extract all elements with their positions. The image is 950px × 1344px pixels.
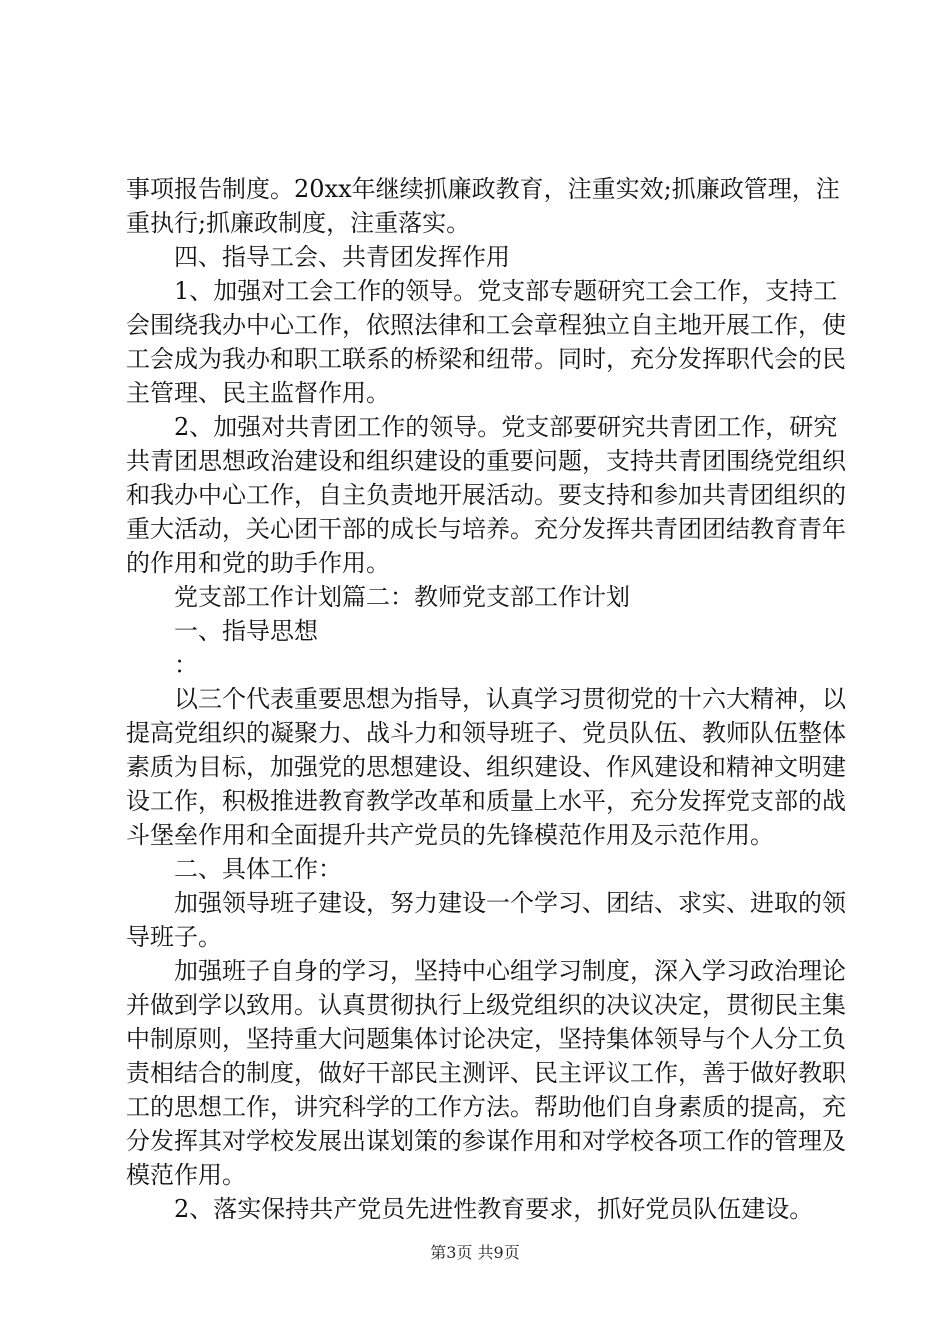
- section-heading-2: 二、具体工作：: [174, 855, 342, 883]
- paragraph-leadership: 加强领导班子建设，努力建设一个学习、团结、求实、进取的领导班子。: [126, 889, 846, 951]
- document-body: [126, 172, 846, 1226]
- section-heading-1: 一、指导思想: [174, 617, 318, 645]
- article-subtitle: 党支部工作计划篇二：教师党支部工作计划: [174, 583, 630, 611]
- paragraph-study: 加强班子自身的学习，坚持中心组学习制度，深入学习政治理论并做到学以致用。认真贯彻执行上级党组织的决议决定，贯彻民主集中制原则，坚持重大问题集体讨论决定，坚持集体领导与个人分工负责相结合的制度，做好干部民主测评、民主评议工作，善于做好教职工的思想工作，讲究科学的工作方法。帮助他们自身素质的提高，充分发挥其对学校发展出谋划策的参谋作用和对学校各项工作的管理及模范作用。: [126, 957, 846, 1189]
- paragraph-guiding-thought: 以三个代表重要思想为指导，认真学习贯彻党的十六大精神，以提高党组织的凝聚力、战斗力和领导班子、党员队伍、教师队伍整体素质为目标，加强党的思想建设、组织建设、作风建设和精神文明建设工作，积极推进教育教学改革和质量上水平，充分发挥党支部的战斗堡垒作用和全面提升共产党员的先锋模范作用及示范作用。: [126, 685, 846, 849]
- colon-line: ：: [174, 651, 198, 679]
- paragraph-1: 事项报告制度。20xx年继续抓廉政教育，注重实效;抓廉政管理，注重执行;抓廉政制度，注重落实。: [126, 175, 840, 237]
- section-heading-4: 四、指导工会、共青团发挥作用: [174, 243, 510, 271]
- page-footer: 第3页 共9页: [430, 1243, 520, 1262]
- paragraph-youth-league-work: 2、加强对共青团工作的领导。党支部要研究共青团工作，研究共青团思想政治建设和组织建设的重要问题，支持共青团围绕党组织和我办中心工作，自主负责地开展活动。要支持和参加共青团组织的重大活动，关心团干部的成长与培养。充分发挥共青团团结教育青年的作用和党的助手作用。: [126, 413, 846, 577]
- paragraph-union-work: 1、加强对工会工作的领导。党支部专题研究工会工作，支持工会围绕我办中心工作，依照法律和工会章程独立自主地开展工作，使工会成为我办和职工联系的桥梁和纽带。同时，充分发挥职代会的民主管理、民主监督作用。: [126, 277, 846, 407]
- paragraph-party-members: 2、落实保持共产党员先进性教育要求，抓好党员队伍建设。: [174, 1195, 814, 1223]
